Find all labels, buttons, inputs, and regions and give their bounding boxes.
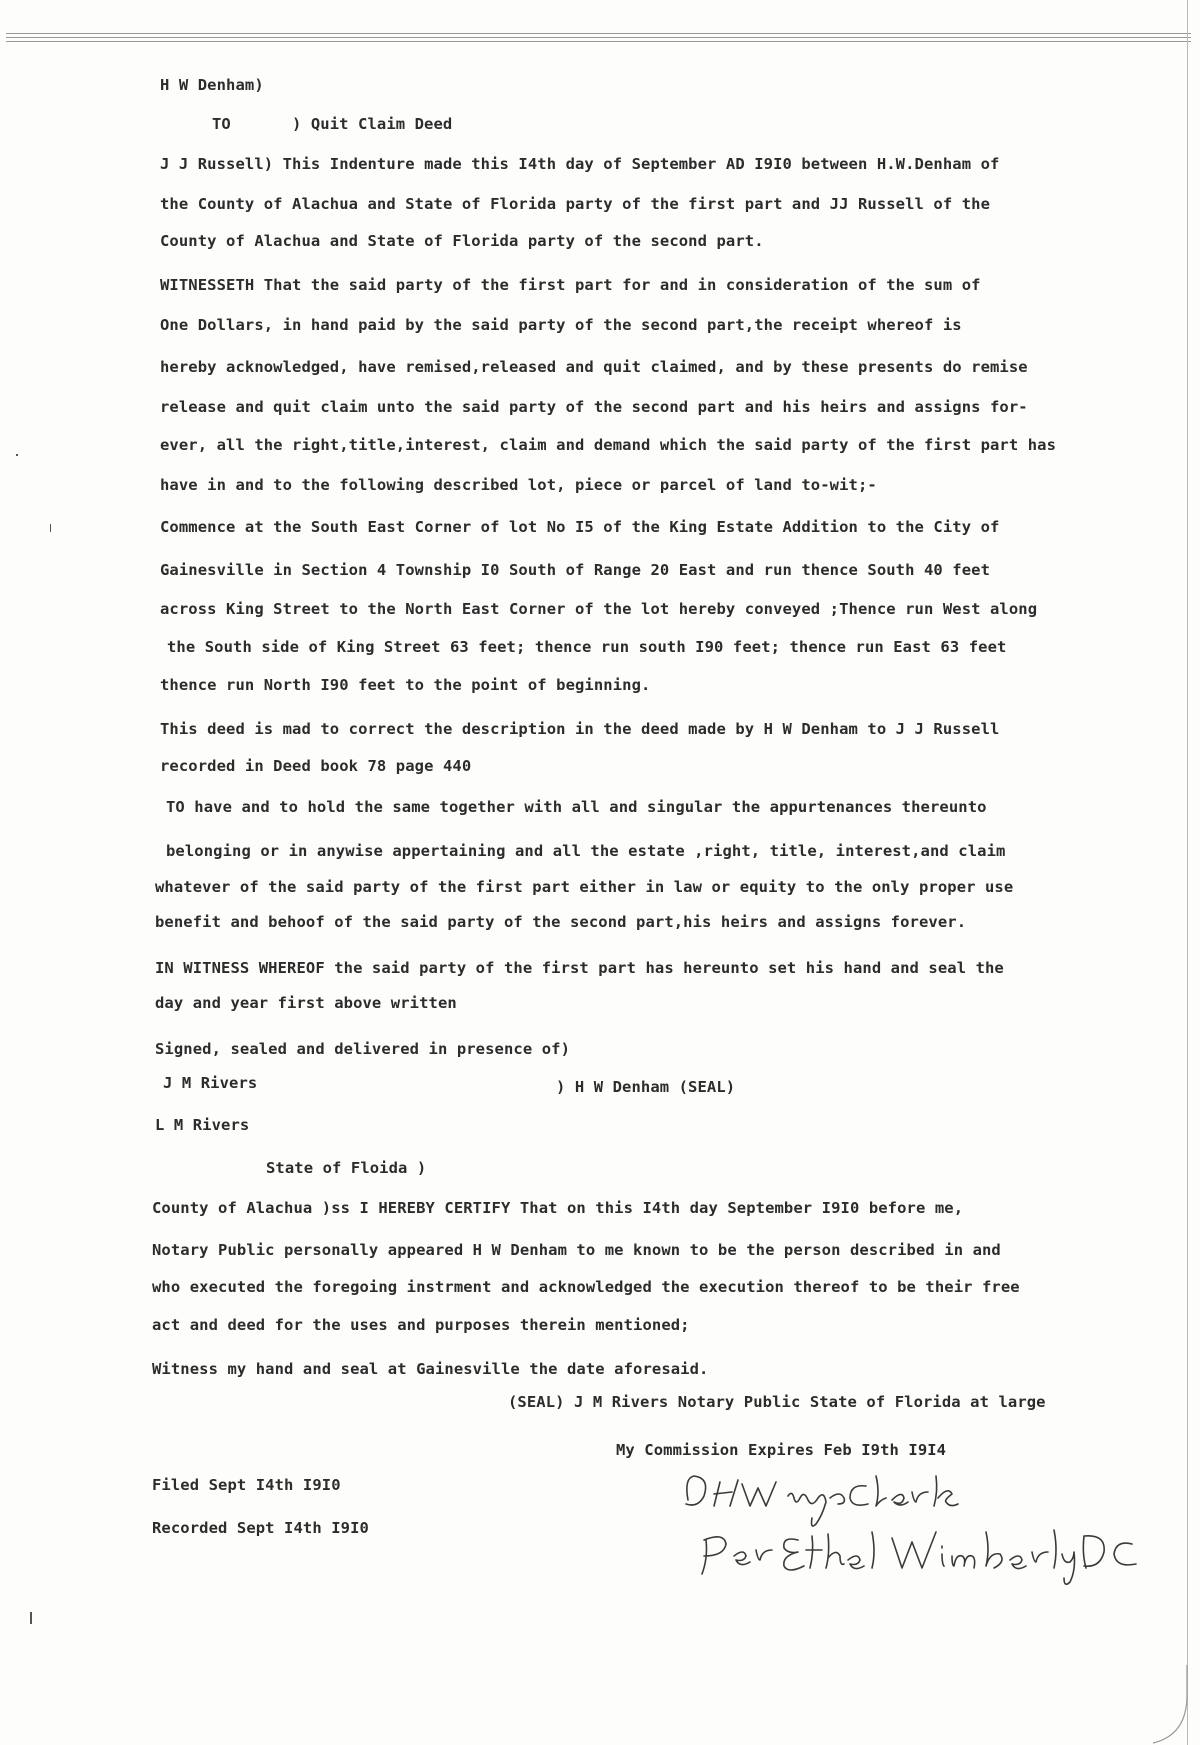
body-line-19: benefit and behoof of the said party of the second part,his heirs and assigns forever. [155,913,967,931]
recorded-date: Recorded Sept I4th I9I0 [152,1519,369,1537]
ack-line-3: who executed the foregoing instrment and acknowledged the execution thereof to be their free [152,1278,1020,1296]
ack-line-5: Witness my hand and seal at Gainesville the date aforesaid. [152,1360,709,1378]
body-line-3: WITNESSETH That the said party of the first part for and in consideration of the sum of [160,276,981,294]
page-right-edge [1187,0,1188,1745]
body-line-21: day and year first above written [155,994,457,1012]
caption-deed-type: ) Quit Claim Deed [292,115,453,133]
ack-line-2: Notary Public personally appeared H W Denham to me known to be the person described in and [152,1241,1001,1259]
body-line-10: Gainesville in Section 4 Township I0 South of Range 20 East and run thence South 40 feet [160,561,990,579]
grantor-signature: ) H W Denham (SEAL) [556,1078,736,1096]
commission-expiry: My Commission Expires Feb I9th I9I4 [616,1441,947,1459]
ack-state: State of Floida ) [266,1159,427,1177]
ack-line-1: County of Alachua )ss I HEREBY CERTIFY That on this I4th day September I9I0 before me, [152,1199,964,1217]
caption-grantor: H W Denham) [160,76,264,94]
body-line-7: ever, all the right,title,interest, claim and demand which the said party of the first part has [160,436,1057,454]
body-line-11: across King Street to the North East Corner of the lot hereby conveyed ;Thence run West along [160,600,1038,618]
body-line-5: hereby acknowledged, have remised,released and quit claimed, and by these presents do remise [160,358,1028,376]
clerk-signature [680,1470,1140,1590]
body-line-4: One Dollars, in hand paid by the said party of the second part,the receipt whereof is [160,316,962,334]
body-line-22: Signed, sealed and delivered in presence of) [155,1040,570,1058]
filed-date: Filed Sept I4th I9I0 [152,1476,341,1494]
body-line-2: County of Alachua and State of Florida party of the second part. [160,232,764,250]
body-line-6: release and quit claim unto the said party of the second part and his heirs and assigns for- [160,398,1028,416]
top-rule-tertiary [6,41,1191,42]
body-line-18: whatever of the said party of the first part either in law or equity to the only proper use [155,878,1014,896]
scan-speck [30,1612,32,1624]
top-rule-secondary [6,37,1191,38]
body-line-8: have in and to the following described lot, piece or parcel of land to-wit;- [160,476,877,494]
body-line-9: Commence at the South East Corner of lot No I5 of the King Estate Addition to the City of [160,518,1000,536]
body-line-20: IN WITNESS WHEREOF the said party of the first part has hereunto set his hand and seal the [155,959,1004,977]
caption-grantee-intro: J J Russell) This Indenture made this I4th day of September AD I9I0 between H.W.Denham of [160,155,1000,173]
body-line-13: thence run North I90 feet to the point of beginning. [160,676,651,694]
body-line-1: the County of Alachua and State of Florida party of the first part and JJ Russell of the [160,195,990,213]
notary-line: (SEAL) J M Rivers Notary Public State of Florida at large [508,1393,1046,1411]
scan-speck [50,524,51,532]
witness-2: L M Rivers [155,1116,250,1134]
scan-speck [16,454,18,456]
top-rule [6,33,1191,34]
page-corner-curl [1148,1665,1188,1745]
ack-line-4: act and deed for the uses and purposes therein mentioned; [152,1316,690,1334]
witness-1: J M Rivers [163,1074,258,1092]
body-line-16: TO have and to hold the same together with all and singular the appurtenances thereunto [166,798,987,816]
caption-to: TO [212,115,231,133]
body-line-14: This deed is mad to correct the description in the deed made by H W Denham to J J Russell [160,720,1000,738]
body-line-12: the South side of King Street 63 feet; thence run south I90 feet; thence run East 63 feet [167,638,1007,656]
body-line-17: belonging or in anywise appertaining and all the estate ,right, title, interest,and claim [166,842,1006,860]
body-line-15: recorded in Deed book 78 page 440 [160,757,472,775]
